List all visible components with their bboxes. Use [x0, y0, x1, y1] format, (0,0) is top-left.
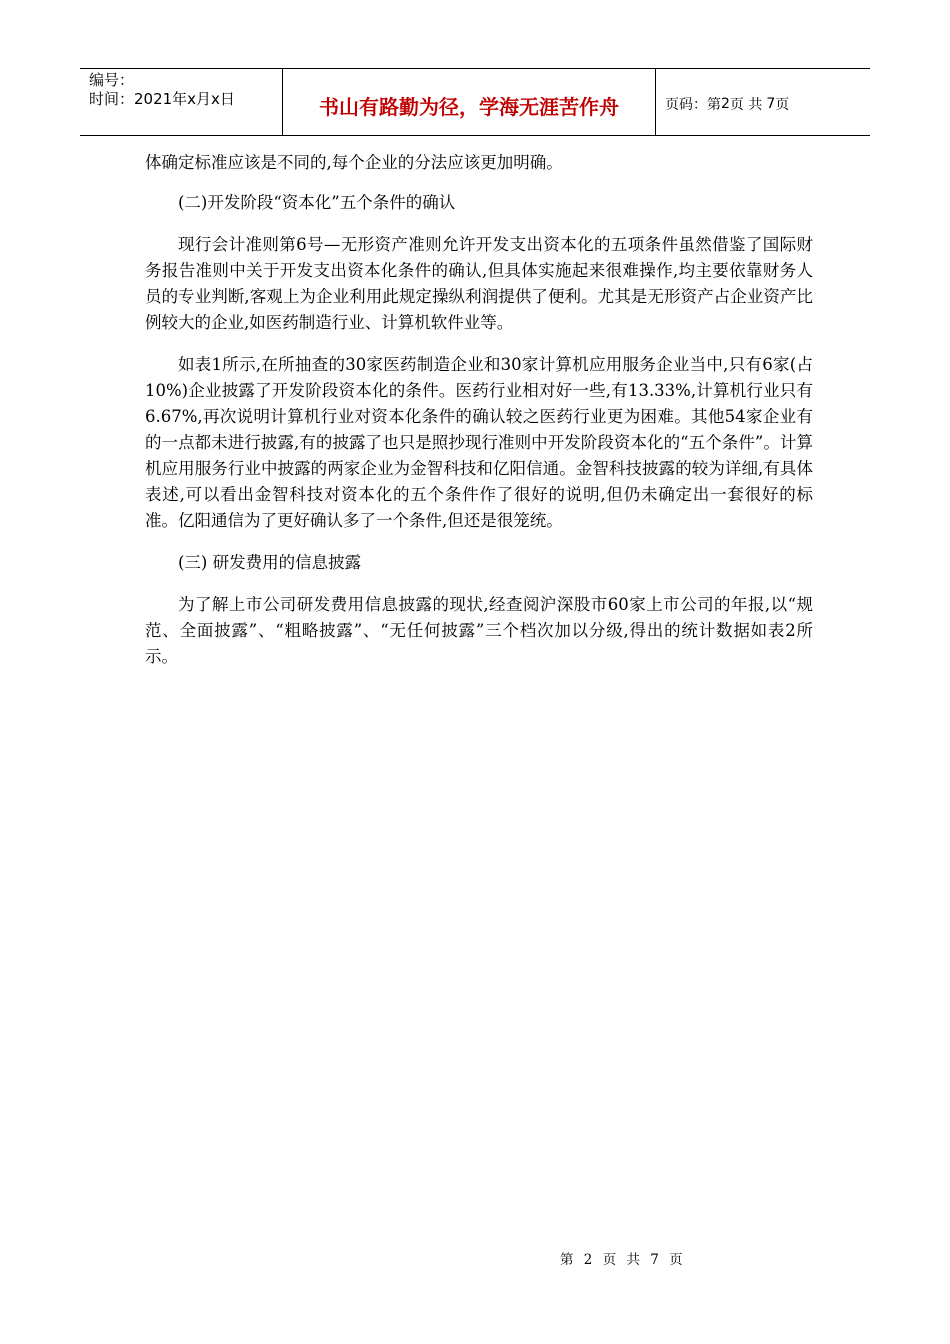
section-heading-2: (二)开发阶段“资本化”五个条件的确认 [178, 193, 456, 212]
page-label: 页码：第 [665, 97, 721, 113]
header-motto: 书山有路勤为径，学海无涯苦作舟 [283, 69, 656, 135]
page-mid: 页 共 [729, 97, 763, 113]
serial-label: 编号： [89, 71, 135, 89]
page-total: 7 [766, 96, 776, 112]
page-end: 页 [775, 97, 790, 113]
paragraph-1: 体确定标准应该是不同的,每个企业的分法应该更加明确。 [145, 153, 563, 172]
document-body [145, 150, 813, 670]
section-heading-3: (三) 研发费用的信息披露 [178, 553, 362, 572]
page-header [80, 68, 870, 136]
page-number: 2 [721, 96, 730, 112]
time-label: 时间：2021年x月x日 [89, 90, 235, 108]
paragraph-4: 为了解上市公司研发费用信息披露的现状,经查阅沪深股市60家上市公司的年报,以“规范、全面披露”、“粗略披露”、“无任何披露”三个档次加以分级,得出的统计数据如表2所示。 [145, 595, 813, 666]
header-page-info [656, 69, 870, 135]
page-footer: 第 2 页 共 7 页 [560, 1252, 686, 1268]
header-meta [80, 69, 283, 135]
paragraph-2: 现行会计准则第6号—无形资产准则允许开发支出资本化的五项条件虽然借鉴了国际财务报告准则中关于开发支出资本化条件的确认,但具体实施起来很难操作,均主要依靠财务人员的专业判断,客观上为企业利用此规定操纵利润提供了便利。尤其是无形资产占企业资产比例较大的企业,如医药制造行业、计算机软件业等。 [145, 235, 813, 332]
paragraph-3: 如表1所示,在所抽查的30家医药制造企业和30家计算机应用服务企业当中,只有6家(占10%)企业披露了开发阶段资本化的条件。医药行业相对好一些,有13.33%,计算机行业只有6.67%,再次说明计算机行业对资本化条件的确认较之医药行业更为困难。其他54家企业有的一点都未进行披露,有的披露了也只是照抄现行准则中开发阶段资本化的“五个条件”。计算机应用服务行业中披露的两家企业为金智科技和亿阳信通。金智科技披露的较为详细,有具体表述,可以看出金智科技对资本化的五个条件作了很好的说明,但仍未确定出一套很好的标准。亿阳通信为了更好确认多了一个条件,但还是很笼统。 [145, 355, 813, 530]
